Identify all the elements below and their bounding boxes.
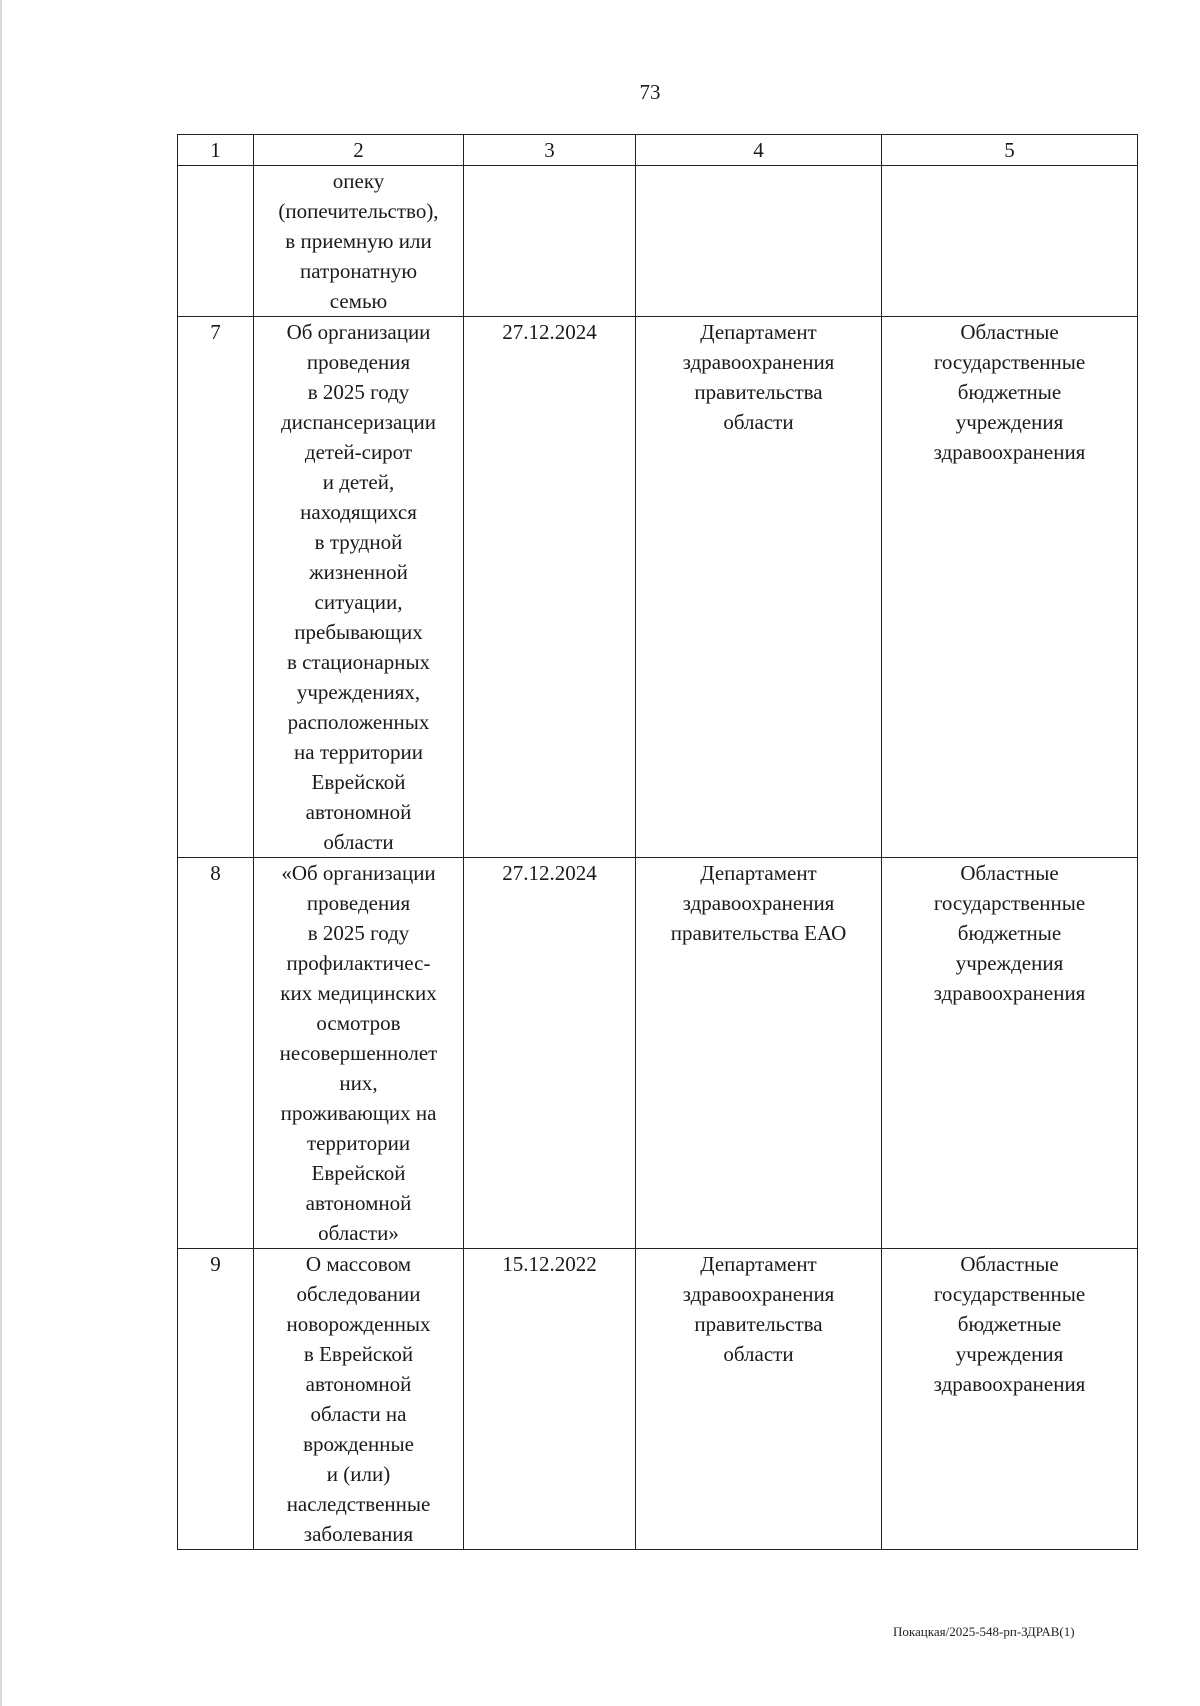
cell-text-line: области xyxy=(323,830,394,854)
document-footer-code: Покацкая/2025-548-рп-ЗДРАВ(1) xyxy=(893,1624,1075,1639)
cell-text-line: проведения xyxy=(306,891,411,915)
column-header: 3 xyxy=(464,135,636,166)
table-header-row xyxy=(178,135,1138,166)
cell-text-line: здравоохранения xyxy=(682,1282,835,1306)
table-row xyxy=(178,858,1138,1249)
row-number-cell: 7 xyxy=(178,317,254,858)
cell-text-line: государственные xyxy=(933,891,1086,915)
department-cell xyxy=(636,1249,882,1550)
cell-text-line: государственные xyxy=(933,1282,1086,1306)
table-row xyxy=(178,317,1138,858)
table-row xyxy=(178,166,1138,317)
cell-text-line: области» xyxy=(318,1221,399,1245)
cell-text-line: в стационарных xyxy=(286,650,431,674)
document-title-cell xyxy=(254,858,464,1249)
cell-text-line: обследовании xyxy=(296,1282,421,1306)
cell-text-line: в трудной xyxy=(314,530,403,554)
cell-text-line: Департамент xyxy=(700,861,817,885)
column-header: 5 xyxy=(882,135,1138,166)
cell-text-line: Департамент xyxy=(700,320,817,344)
table-row xyxy=(178,1249,1138,1550)
cell-text-line: жизненной xyxy=(309,560,408,584)
cell-text-line: находящихся xyxy=(300,500,417,524)
cell-text-line: государственные xyxy=(933,350,1086,374)
cell-text-line: них, xyxy=(339,1071,378,1095)
date-cell xyxy=(464,166,636,317)
cell-text-line: Департамент xyxy=(700,1252,817,1276)
cell-text-line: диспансеризации xyxy=(280,410,436,434)
cell-text-line: и детей, xyxy=(322,470,395,494)
document-table xyxy=(177,134,1138,1550)
institutions-cell xyxy=(882,1249,1138,1550)
cell-text-line: на территории xyxy=(294,740,423,764)
cell-text-line: территории xyxy=(306,1131,411,1155)
cell-text-line: бюджетные xyxy=(957,380,1062,404)
document-title-cell xyxy=(254,1249,464,1550)
cell-text-line: О массовом xyxy=(305,1252,412,1276)
row-number-cell xyxy=(178,166,254,317)
cell-text-line: в 2025 году xyxy=(307,380,410,404)
cell-text-line: правительства xyxy=(694,1312,823,1336)
cell-text-line: Еврейской xyxy=(311,1161,406,1185)
cell-text-line: наследственные xyxy=(286,1492,431,1516)
cell-text-line: проведения xyxy=(306,350,411,374)
cell-text-line: ких медицинских xyxy=(280,981,437,1005)
cell-text-line: здравоохранения xyxy=(682,891,835,915)
scan-left-edge xyxy=(0,0,2,1706)
cell-text-line: правительства ЕАО xyxy=(670,921,847,945)
cell-text-line: несовершеннолет xyxy=(279,1041,438,1065)
cell-text-line: (попечительство), xyxy=(278,199,439,223)
cell-text-line: профилактичес- xyxy=(286,951,431,975)
cell-text-line: расположенных xyxy=(287,710,430,734)
cell-text-line: учреждения xyxy=(955,1342,1064,1366)
cell-text-line: опеку xyxy=(332,169,385,193)
column-header: 4 xyxy=(636,135,882,166)
cell-text-line: здравоохранения xyxy=(933,440,1086,464)
cell-text-line: Областные xyxy=(960,320,1059,344)
cell-text-line: ситуации, xyxy=(314,590,403,614)
row-number-cell: 9 xyxy=(178,1249,254,1550)
date-cell: 15.12.2022 xyxy=(464,1249,636,1550)
cell-text-line: здравоохранения xyxy=(933,981,1086,1005)
cell-text-line: правительства xyxy=(694,380,823,404)
department-cell xyxy=(636,317,882,858)
cell-text-line: учреждения xyxy=(955,410,1064,434)
department-cell xyxy=(636,858,882,1249)
cell-text-line: области xyxy=(723,1342,794,1366)
cell-text-line: и (или) xyxy=(326,1462,391,1486)
cell-text-line: в приемную или xyxy=(285,229,432,253)
cell-text-line: проживающих на xyxy=(280,1101,437,1125)
cell-text-line: Еврейской xyxy=(311,770,406,794)
cell-text-line: здравоохранения xyxy=(933,1372,1086,1396)
cell-text-line: пребывающих xyxy=(294,620,423,644)
cell-text-line: автономной xyxy=(305,1191,412,1215)
document-title-cell xyxy=(254,317,464,858)
cell-text-line: автономной xyxy=(305,1372,412,1396)
cell-text-line: автономной xyxy=(305,800,412,824)
cell-text-line: бюджетные xyxy=(957,921,1062,945)
cell-text-line: заболевания xyxy=(303,1522,414,1546)
cell-text-line: семью xyxy=(329,289,388,313)
date-cell: 27.12.2024 xyxy=(464,317,636,858)
cell-text-line: патронатную xyxy=(299,259,418,283)
institutions-cell xyxy=(882,166,1138,317)
cell-text-line: учреждения xyxy=(955,951,1064,975)
cell-text-line: Об организации xyxy=(286,320,431,344)
cell-text-line: в Еврейской xyxy=(303,1342,414,1366)
row-number-cell: 8 xyxy=(178,858,254,1249)
cell-text-line: в 2025 году xyxy=(307,921,410,945)
column-header: 1 xyxy=(178,135,254,166)
cell-text-line: бюджетные xyxy=(957,1312,1062,1336)
document-title-cell xyxy=(254,166,464,317)
cell-text-line: Областные xyxy=(960,1252,1059,1276)
cell-text-line: Областные xyxy=(960,861,1059,885)
cell-text-line: осмотров xyxy=(316,1011,401,1035)
column-header: 2 xyxy=(254,135,464,166)
department-cell xyxy=(636,166,882,317)
cell-text-line: здравоохранения xyxy=(682,350,835,374)
page-number: 73 xyxy=(639,80,661,104)
cell-text-line: учреждениях, xyxy=(296,680,421,704)
institutions-cell xyxy=(882,858,1138,1249)
cell-text-line: новорожденных xyxy=(286,1312,431,1336)
cell-text-line: «Об организации xyxy=(281,861,436,885)
cell-text-line: врожденные xyxy=(303,1432,414,1456)
cell-text-line: области на xyxy=(310,1402,407,1426)
cell-text-line: детей-сирот xyxy=(304,440,413,464)
institutions-cell xyxy=(882,317,1138,858)
cell-text-line: области xyxy=(723,410,794,434)
date-cell: 27.12.2024 xyxy=(464,858,636,1249)
